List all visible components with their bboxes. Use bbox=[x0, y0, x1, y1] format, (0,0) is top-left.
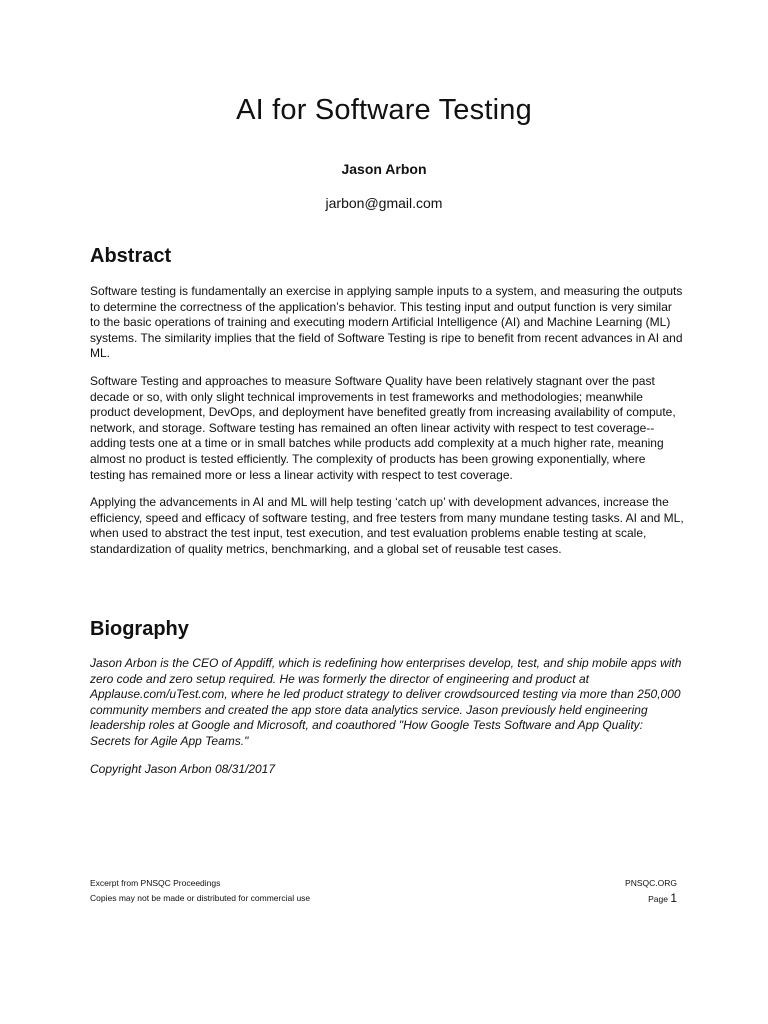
footer-proceedings: Excerpt from PNSQC Proceedings bbox=[90, 878, 221, 888]
footer-site: PNSQC.ORG bbox=[625, 878, 677, 888]
author-name: Jason Arbon bbox=[341, 161, 427, 177]
author-email: jarbon@gmail.com bbox=[325, 195, 443, 211]
abstract-body bbox=[90, 284, 684, 570]
footer-right bbox=[625, 876, 677, 907]
footer-copy-notice: Copies may not be made or distributed for commercial use bbox=[90, 893, 311, 903]
paper-title: AI for Software Testing bbox=[236, 94, 532, 126]
footer-page bbox=[625, 891, 677, 907]
page-label: Page bbox=[648, 894, 668, 904]
abstract-paragraph: Applying the advancements in AI and ML will help testing ‘catch up’ with development advances, increase the efficiency, speed and efficacy of software testing, and free testers from many mundane testing tasks. AI and ML, when used to abstract the test input, test execution, and test evaluation problems enable testing at scale, standardization of quality metrics, benchmarking, and a global set of reusable test cases. bbox=[90, 495, 684, 556]
biography-paragraph: Jason Arbon is the CEO of Appdiff, which is redefining how enterprises develop, test, and ship mobile apps with zero code and zero setup required. He was formerly the director of engineering and product at Applause.com/uTest.com, where he led product strategy to deliver crowdsourced testing via more than 250,000 community members and created the app store data analytics service. Jason previously held engineering leadership roles at Google and Microsoft, and coauthored "How Google Tests Software and App Quality: Secrets for Agile App Teams." bbox=[90, 656, 682, 748]
abstract-paragraph: Software Testing and approaches to measure Software Quality have been relatively stagnant over the past decade or so, with only slight technical improvements in test frameworks and methodologies; meanwhile product development, DevOps, and deployment have benefited greatly from increasing availability of compute, network, and storage. Software testing has remained an often linear activity with respect to test coverage--adding tests one at a time or in small batches while products add complexity at a much higher rate, meaning almost no product is tested efficiently. The complexity of products has been growing exponentially, where testing has remained more or less a linear activity with respect to test coverage. bbox=[90, 373, 676, 482]
footer-left bbox=[90, 876, 310, 906]
abstract-heading: Abstract bbox=[90, 245, 172, 267]
copyright-line: Copyright Jason Arbon 08/31/2017 bbox=[90, 761, 276, 776]
biography-body bbox=[90, 656, 684, 789]
page-number: 1 bbox=[670, 891, 677, 905]
abstract-paragraph: Software testing is fundamentally an exercise in applying sample inputs to a system, and measuring the outputs to determine the correctness of the application’s behavior. This testing input and output function is very similar to the basic operations of training and executing modern Artificial Intelligence (AI) and Machine Learning (ML) systems. The similarity implies that the field of Software Testing is ripe to benefit from recent advances in AI and ML. bbox=[90, 284, 683, 361]
biography-heading: Biography bbox=[90, 618, 189, 640]
